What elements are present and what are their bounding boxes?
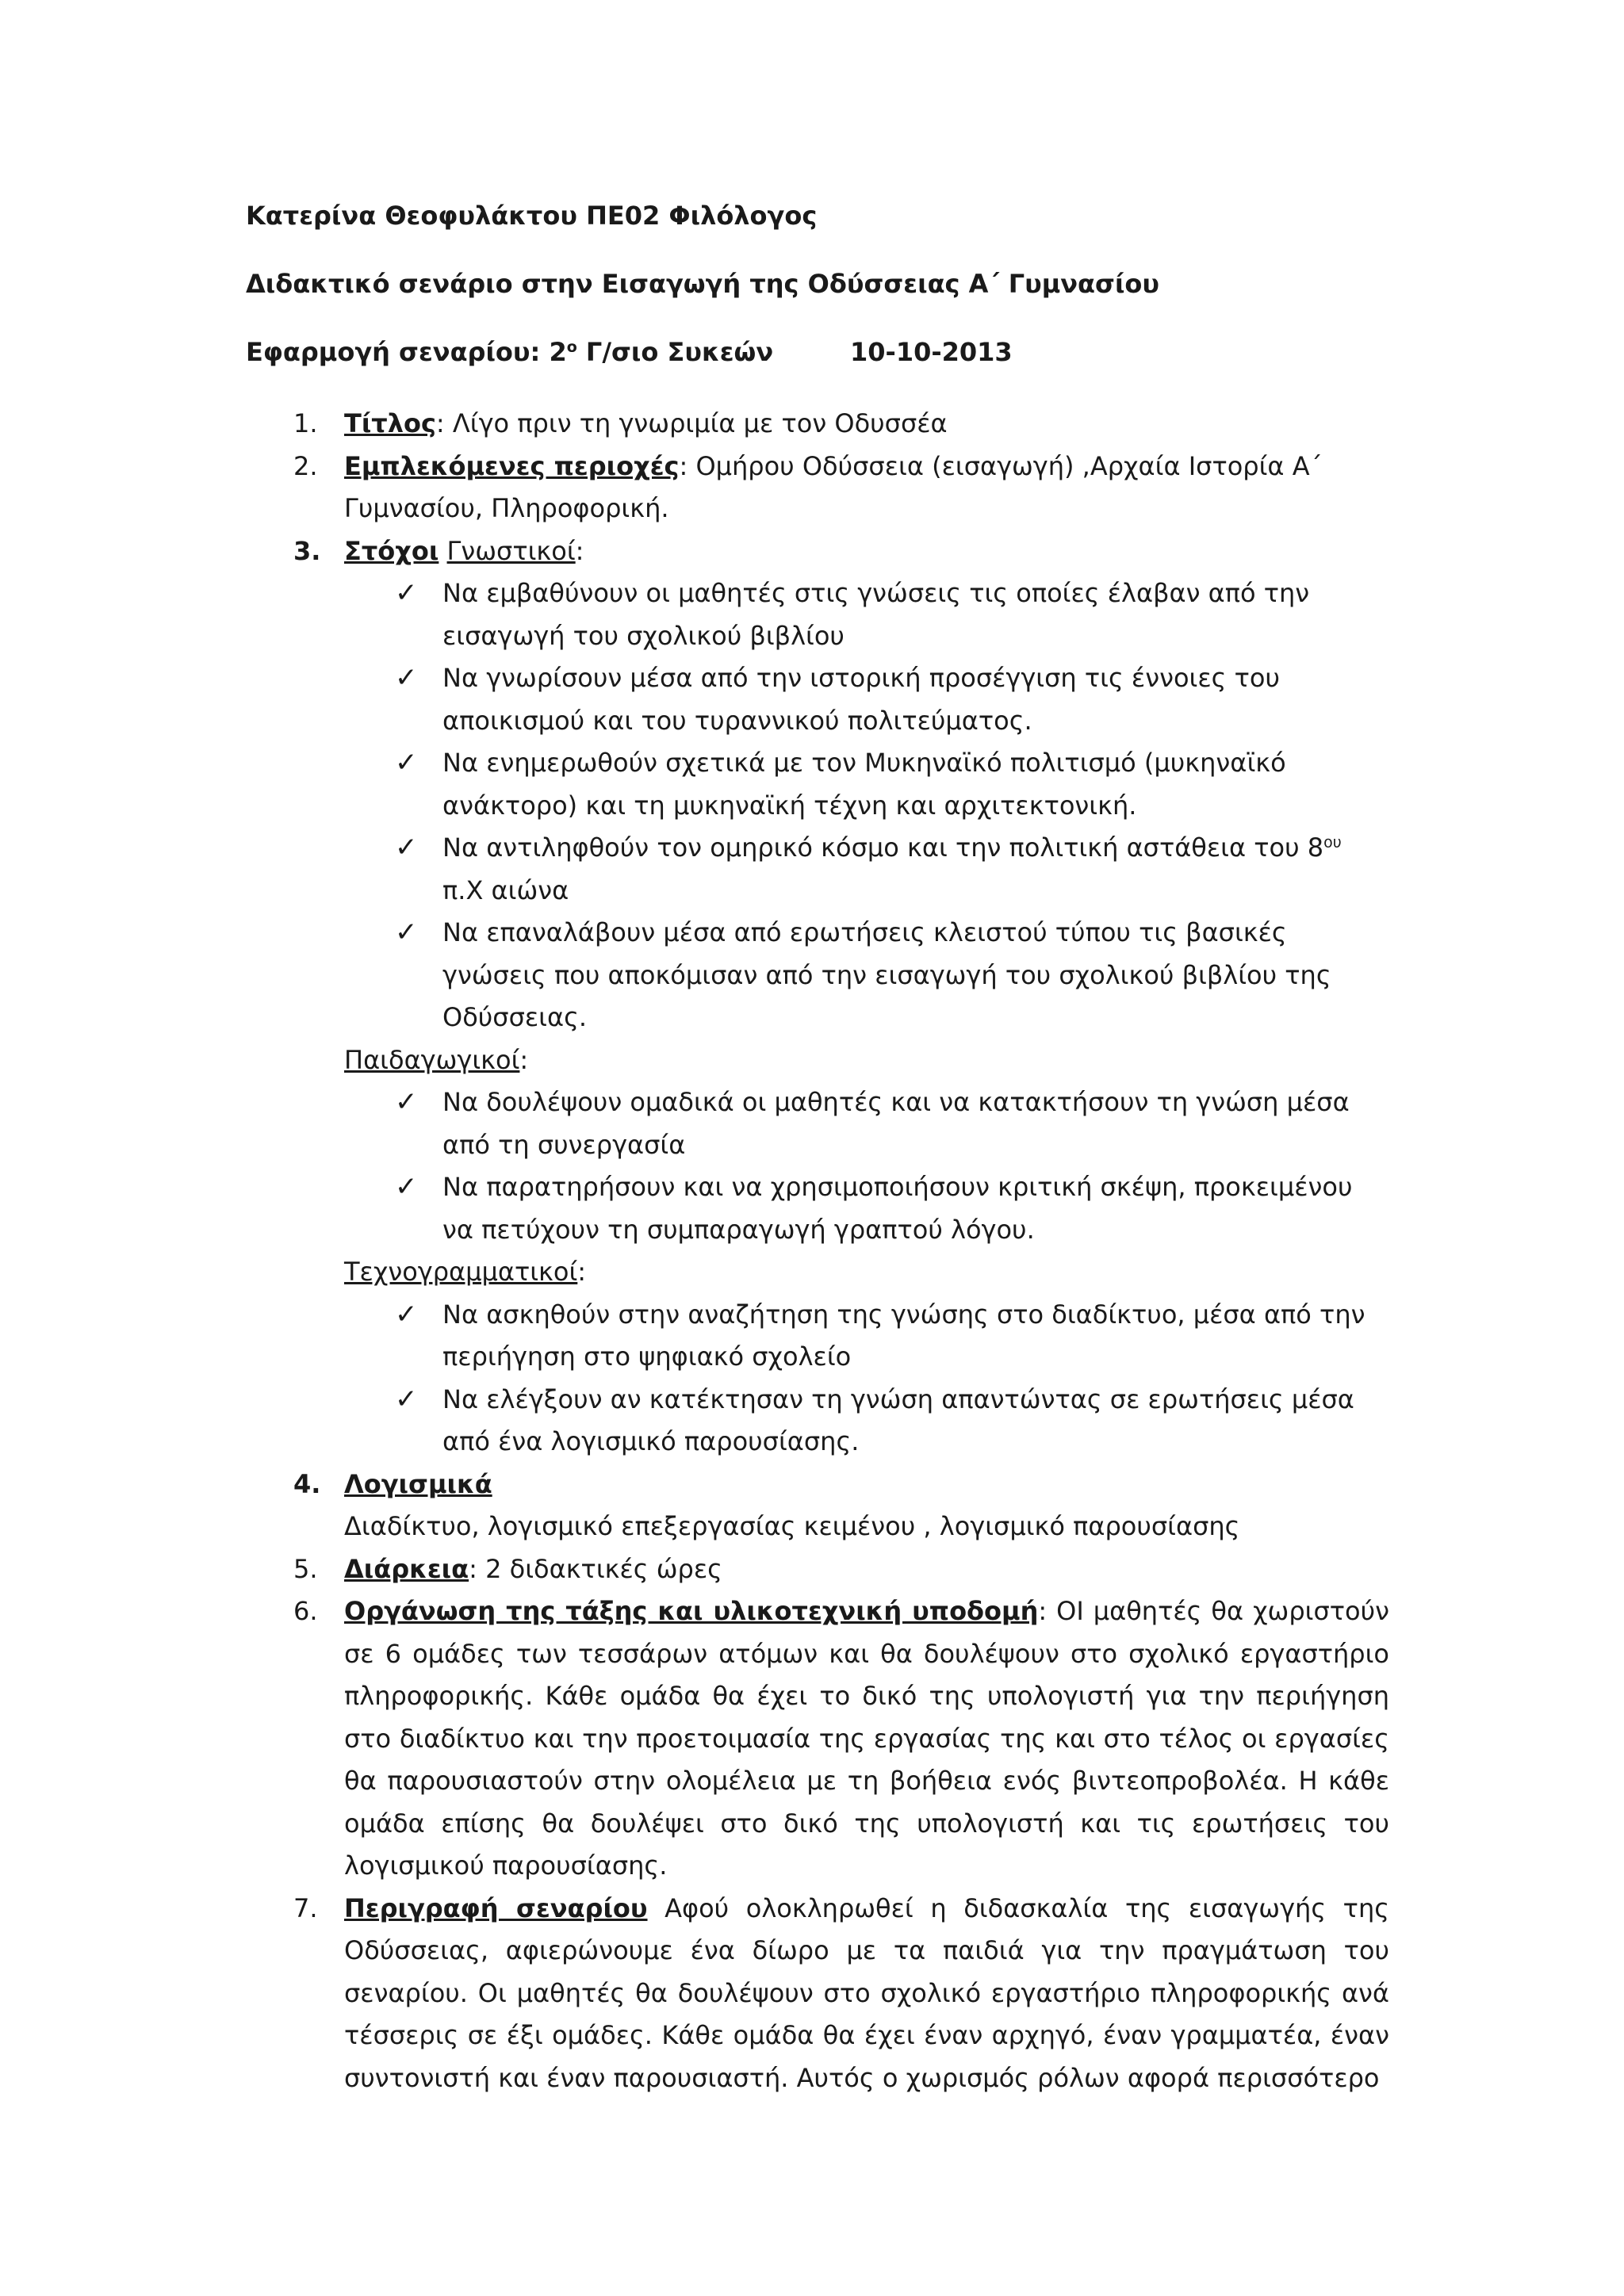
checkmark-icon: ✓ xyxy=(395,1086,418,1118)
application-line: Εφαρμογή σεναρίου: $2^o$ Γ/σιο Συκεών xyxy=(246,337,774,367)
list-item-organization: 6. Οργάνωση της τάξης και υλικοτεχνική υποδομή: ΟΙ μαθητές θα χωριστούν σε 6 ομάδες των τεσσάρων ατόμων και θα δουλέψουν στο σχολικό εργαστήριο πληροφορικής. Κάθε ομάδα θα έχει το δικό της υπολογιστή για την περιήγηση στο διαδίκτυο και την προετοιμασία της εργασίας της και στο τέλος οι εργασίες θα παρουσιαστούν στην ολομέλεια με τη βοήθεια ενός βιντεοπροβολέα. Η κάθε ομάδα επίσης θα δουλέψει στο δικό της υπολογιστή και τις ερωτήσεις του λογισμικού παρουσίασης. xyxy=(293,1596,1390,1881)
goal-item: ✓ Να εμβαθύνουν οι μαθητές στις γνώσεις τις οποίες έλαβαν από την εισαγωγή του σχολικού βιβλίου xyxy=(344,572,1389,657)
checkmark-icon: ✓ xyxy=(395,916,418,948)
goals-cognitive-heading: Γνωστικοί: xyxy=(446,535,584,566)
goal-item: ✓ Να γνωρίσουν μέσα από την ιστορική προσέγγιση τις έννοιες του αποικισμού και του τυραννικού πολιτεύματος. xyxy=(344,657,1389,742)
list-item-description: 7. Περιγραφή σεναρίου Αφού ολοκληρωθεί η διδασκαλία της εισαγωγής της Οδύσσειας, αφιερώνουμε ένα δίωρο με τα παιδιά για την πραγμάτωση του σεναρίου. Οι μαθητές θα δουλέψουν στο σχολικό εργαστήριο πληροφορικής ανά τέσσερις σε έξι ομάδες. Κάθε ομάδα θα έχει έναν αρχηγό, έναν γραμματέα, έναν συντονιστή και έναν παρουσιαστή. Αυτός ο χωρισμός ρόλων αφορά περισσότερο xyxy=(293,1892,1390,2093)
checkmark-icon: ✓ xyxy=(395,1171,418,1203)
goal-item: ✓ Να ελέγξουν αν κατέκτησαν τη γνώση απαντώντας σε ερωτήσεις μέσα από ένα λογισμικό παρουσίασης. xyxy=(344,1379,1389,1464)
author-line: Κατερίνα Θεοφυλάκτου ΠΕ02 Φιλόλογος xyxy=(246,201,818,231)
list-item-areas: 2. Εμπλεκόμενες περιοχές: Ομήρου Οδύσσεια (εισαγωγή) ,Αρχαία Ιστορία Α΄ Γυμνασίου, Πληροφορική. xyxy=(293,450,1323,523)
numbered-list xyxy=(246,403,1389,2099)
checkmark-icon: ✓ xyxy=(395,577,418,609)
list-item-duration: 5. Διάρκεια: 2 διδακτικές ώρες xyxy=(293,1553,722,1584)
goals-tech-heading: Τεχνογραμματικοί: xyxy=(344,1257,587,1287)
checkmark-icon: ✓ xyxy=(395,1383,418,1415)
goal-item: ✓ Να δουλέψουν ομαδικά οι μαθητές και να κατακτήσουν τη γνώση μέσα από τη συνεργασία xyxy=(344,1081,1389,1166)
application-date: 10-10-2013 xyxy=(850,337,1013,367)
goal-item: ✓ Να ασκηθούν στην αναζήτηση της γνώσης στο διαδίκτυο, μέσα από την περιήγηση στο ψηφιακό σχολείο xyxy=(344,1294,1389,1379)
goal-item: ✓ Να παρατηρήσουν και να χρησιμοποιήσουν κριτική σκέψη, προκειμένου να πετύχουν τη συμπαραγωγή γραπτού λόγου. xyxy=(344,1166,1389,1251)
scenario-title: Διδακτικό σενάριο στην Εισαγωγή της Οδύσσειας Α΄ Γυμνασίου xyxy=(246,269,1159,299)
goal-item: ✓ Να ενημερωθούν σχετικά με τον Μυκηναϊκό πολιτισμό (μυκηναϊκό ανάκτορο) και τη μυκηναϊκή τέχνη και αρχιτεκτονική. xyxy=(344,742,1389,827)
list-item-title: 1. Τίτλος: Λίγο πριν τη γνωριμία με τον Οδυσσέα xyxy=(293,408,948,438)
list-item-software: 4. Λογισμικά Διαδίκτυο, λογισμικό επεξεργασίας κειμένου , λογισμικό παρουσίασης xyxy=(293,1468,1240,1541)
list-item-goals: 3. Στόχοι Γνωστικοί: ✓ Να εμβαθύνουν οι μαθητές στις γνώσεις τις οποίες έλαβαν από την εισαγωγή του σχολικού βιβλίου ✓ Να γνωρίσουν μέσα από την ιστορική προσέγγιση τις έννοιες του αποικισμού και του τυραννικού πολιτεύματος. ✓ Να ενημερωθούν σχετικά με τον Μυκηναϊκό πολιτισμό (μυκηναϊκό ανάκτορο) και τη μυκηναϊκή τέχνη και αρχιτεκτονική. ✓ Να αντιληφθούν τον ομηρικό κόσμο και την πολιτική αστάθεια του $8^{o\upsilon}$ π.Χ αιώνα ✓ Να επαναλάβουν μέσα από ερωτήσεις κλειστού τύπου τις βασικές γνώσεις που αποκόμισαν από την εισαγωγή του σχολικού βιβλίου της Οδύσσειας. Παιδαγωγικοί: ✓ Να δουλέψουν ομαδικά οι μαθητές και να κατακτήσουν τη γνώση μέσα από τη συνεργασία ✓ Να παρατηρήσουν και να χρησιμοποιήσουν κριτική σκέψη, προκειμένου να πετύχουν τη συμπαραγωγή γραπτού λόγου. Τεχνογραμματικοί: ✓ Να ασκηθούν στην αναζήτηση της γνώσης στο διαδίκτυο, μέσα από την περιήγηση στο ψηφιακό σχολείο ✓ Να ελέγξουν αν κατέκτησαν τη γνώση απαντώντας σε ερωτήσεις μέσα από ένα λογισμικό παρουσίασης. xyxy=(246,530,1389,1464)
checkmark-icon: ✓ xyxy=(395,662,418,694)
goal-item: ✓ Να επαναλάβουν μέσα από ερωτήσεις κλειστού τύπου τις βασικές γνώσεις που αποκόμισαν από την εισαγωγή του σχολικού βιβλίου της Οδύσσειας. xyxy=(344,912,1389,1039)
goals-pedagogical-heading: Παιδαγωγικοί: xyxy=(344,1044,529,1075)
checkmark-icon: ✓ xyxy=(395,1298,418,1330)
goal-item: ✓ Να αντιληφθούν τον ομηρικό κόσμο και την πολιτική αστάθεια του $8^{o\upsilon}$ π.Χ αιώνα xyxy=(344,827,1389,912)
checkmark-icon: ✓ xyxy=(395,747,418,779)
checkmark-icon: ✓ xyxy=(395,832,418,863)
